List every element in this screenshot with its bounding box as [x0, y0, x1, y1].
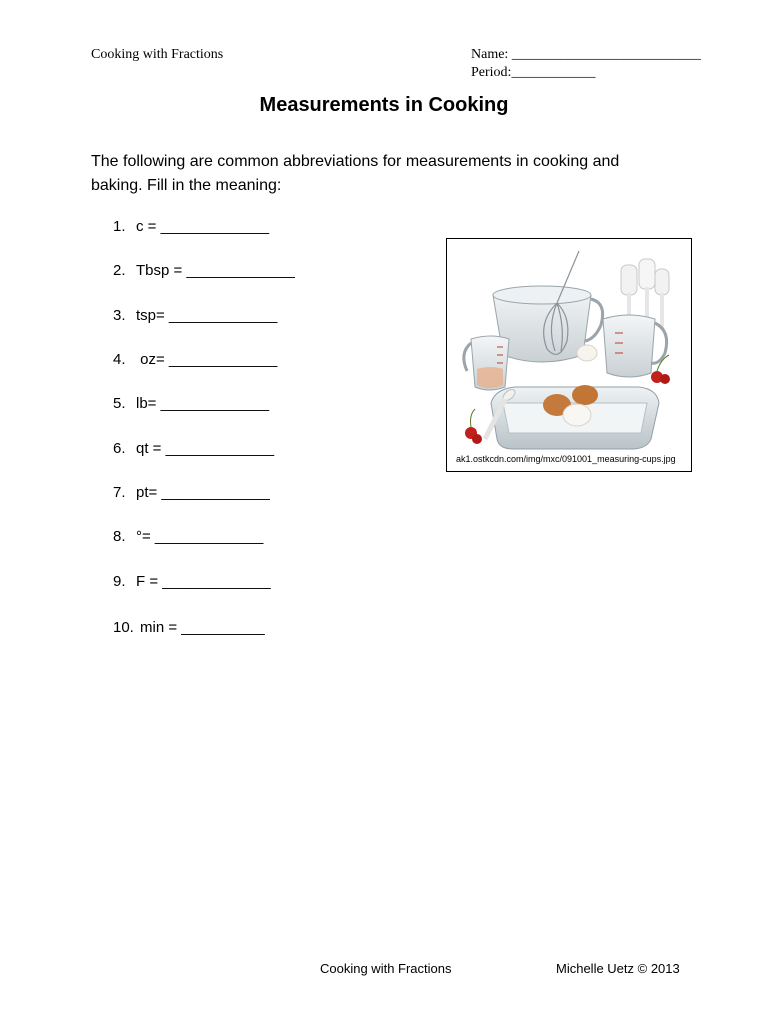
name-line: Name: ___________________________ — [471, 47, 701, 62]
question-number: 5. — [113, 395, 126, 412]
header-course-title: Cooking with Fractions — [91, 47, 224, 62]
question-text: min = __________ — [140, 619, 265, 636]
question-item — [113, 395, 269, 412]
question-number: 3. — [113, 307, 126, 324]
measuring-cups-illustration — [451, 243, 687, 453]
question-number: 6. — [113, 440, 126, 457]
question-text: tsp= _____________ — [136, 307, 278, 324]
page-title: Measurements in Cooking — [259, 94, 509, 116]
question-number: 10. — [113, 619, 134, 636]
period-line: Period:____________ — [471, 65, 596, 80]
question-item — [113, 218, 269, 235]
question-text: oz= _____________ — [136, 351, 278, 368]
footer-title: Cooking with Fractions — [320, 961, 452, 976]
question-item — [113, 573, 271, 590]
question-text: lb= _____________ — [136, 395, 270, 412]
egg-icon — [577, 345, 597, 361]
question-text: °= _____________ — [136, 528, 264, 545]
question-number: 7. — [113, 484, 126, 501]
measuring-cups-image — [446, 238, 692, 472]
image-credit: ak1.ostkcdn.com/img/mxc/091001_measuring-cups.jpg — [456, 454, 676, 464]
question-text: c = _____________ — [136, 218, 270, 235]
instructions: The following are common abbreviations for measurements in cooking and baking. Fill in the meaning: — [91, 153, 620, 194]
question-number: 4. — [113, 351, 126, 368]
measuring-cup-icon — [603, 315, 667, 377]
question-item — [113, 307, 277, 324]
question-item — [113, 440, 274, 457]
question-text: F = _____________ — [136, 573, 271, 590]
question-item — [113, 351, 277, 368]
question-text: qt = _____________ — [136, 440, 275, 457]
question-number: 9. — [113, 573, 126, 590]
question-number: 8. — [113, 528, 126, 545]
question-item — [113, 262, 295, 279]
question-item — [113, 619, 265, 636]
question-number: 2. — [113, 262, 126, 279]
question-number: 1. — [113, 218, 126, 235]
small-measuring-cup-icon — [464, 336, 509, 390]
question-text: pt= _____________ — [136, 484, 270, 501]
question-item — [113, 484, 270, 501]
footer-copyright: Michelle Uetz © 2013 — [556, 961, 680, 976]
question-item — [113, 528, 263, 545]
question-text: Tbsp = _____________ — [136, 262, 295, 279]
